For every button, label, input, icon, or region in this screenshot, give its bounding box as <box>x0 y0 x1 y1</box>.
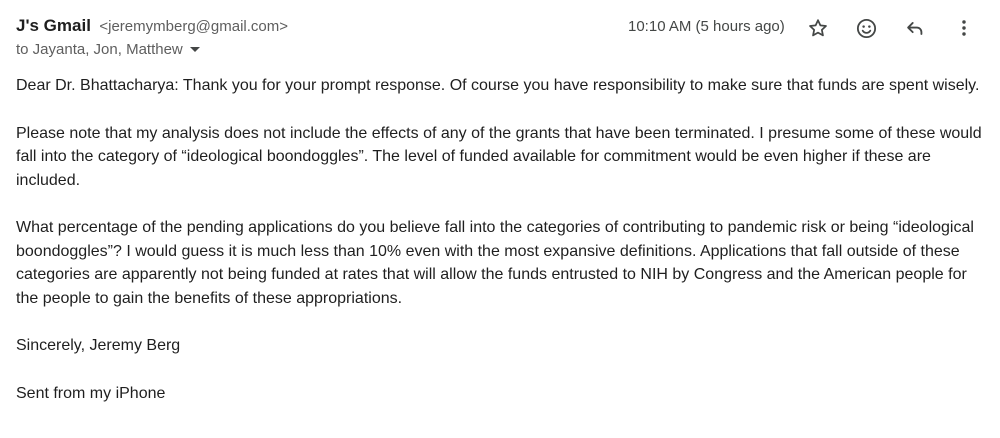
star-icon <box>807 17 829 39</box>
more-vertical-icon <box>953 17 975 39</box>
recipients-toggle[interactable] <box>16 41 200 58</box>
recipients-label: to Jayanta, Jon, Matthew <box>16 41 183 58</box>
message-paragraph: Please note that my analysis does not include the effects of any of the grants that have been terminated. I presume some of these would fall into the category of “ideological boondoggles”. The level of funded available for commitment would be even higher if these are included. <box>16 124 982 189</box>
star-button[interactable] <box>804 14 832 42</box>
message-signature: Sincerely, Jeremy Berg <box>16 337 181 354</box>
message-footer: Sent from my iPhone <box>16 384 166 402</box>
more-options-button[interactable] <box>950 14 978 42</box>
message-timestamp: 10:10 AM (5 hours ago) <box>628 18 785 35</box>
emoji-icon <box>855 17 878 40</box>
reply-button[interactable] <box>901 14 929 42</box>
message-header <box>16 14 984 64</box>
sender-name[interactable]: J's Gmail <box>16 16 91 35</box>
add-reaction-button[interactable] <box>852 14 880 42</box>
message-paragraph: What percentage of the pending applications do you believe fall into the categories of contributing to pandemic risk or being “ideological boondoggles”? I would guess it is much less than 10% even with the most expansive definitions. Applications that fall outside of these categories are apparently not being funded at rates that will allow the funds entrusted to NIH by Congress and the American people for the people to gain the benefits of these appropriations. <box>16 219 974 307</box>
chevron-down-icon <box>190 47 200 52</box>
message-paragraph: Dear Dr. Bhattacharya: Thank you for your prompt response. Of course you have responsibility to make sure that funds are spent wisely. <box>16 77 980 94</box>
sender-line <box>16 16 288 36</box>
message-body <box>16 74 984 429</box>
sender-email: <jeremymberg@gmail.com> <box>99 18 288 35</box>
reply-icon <box>904 17 926 39</box>
